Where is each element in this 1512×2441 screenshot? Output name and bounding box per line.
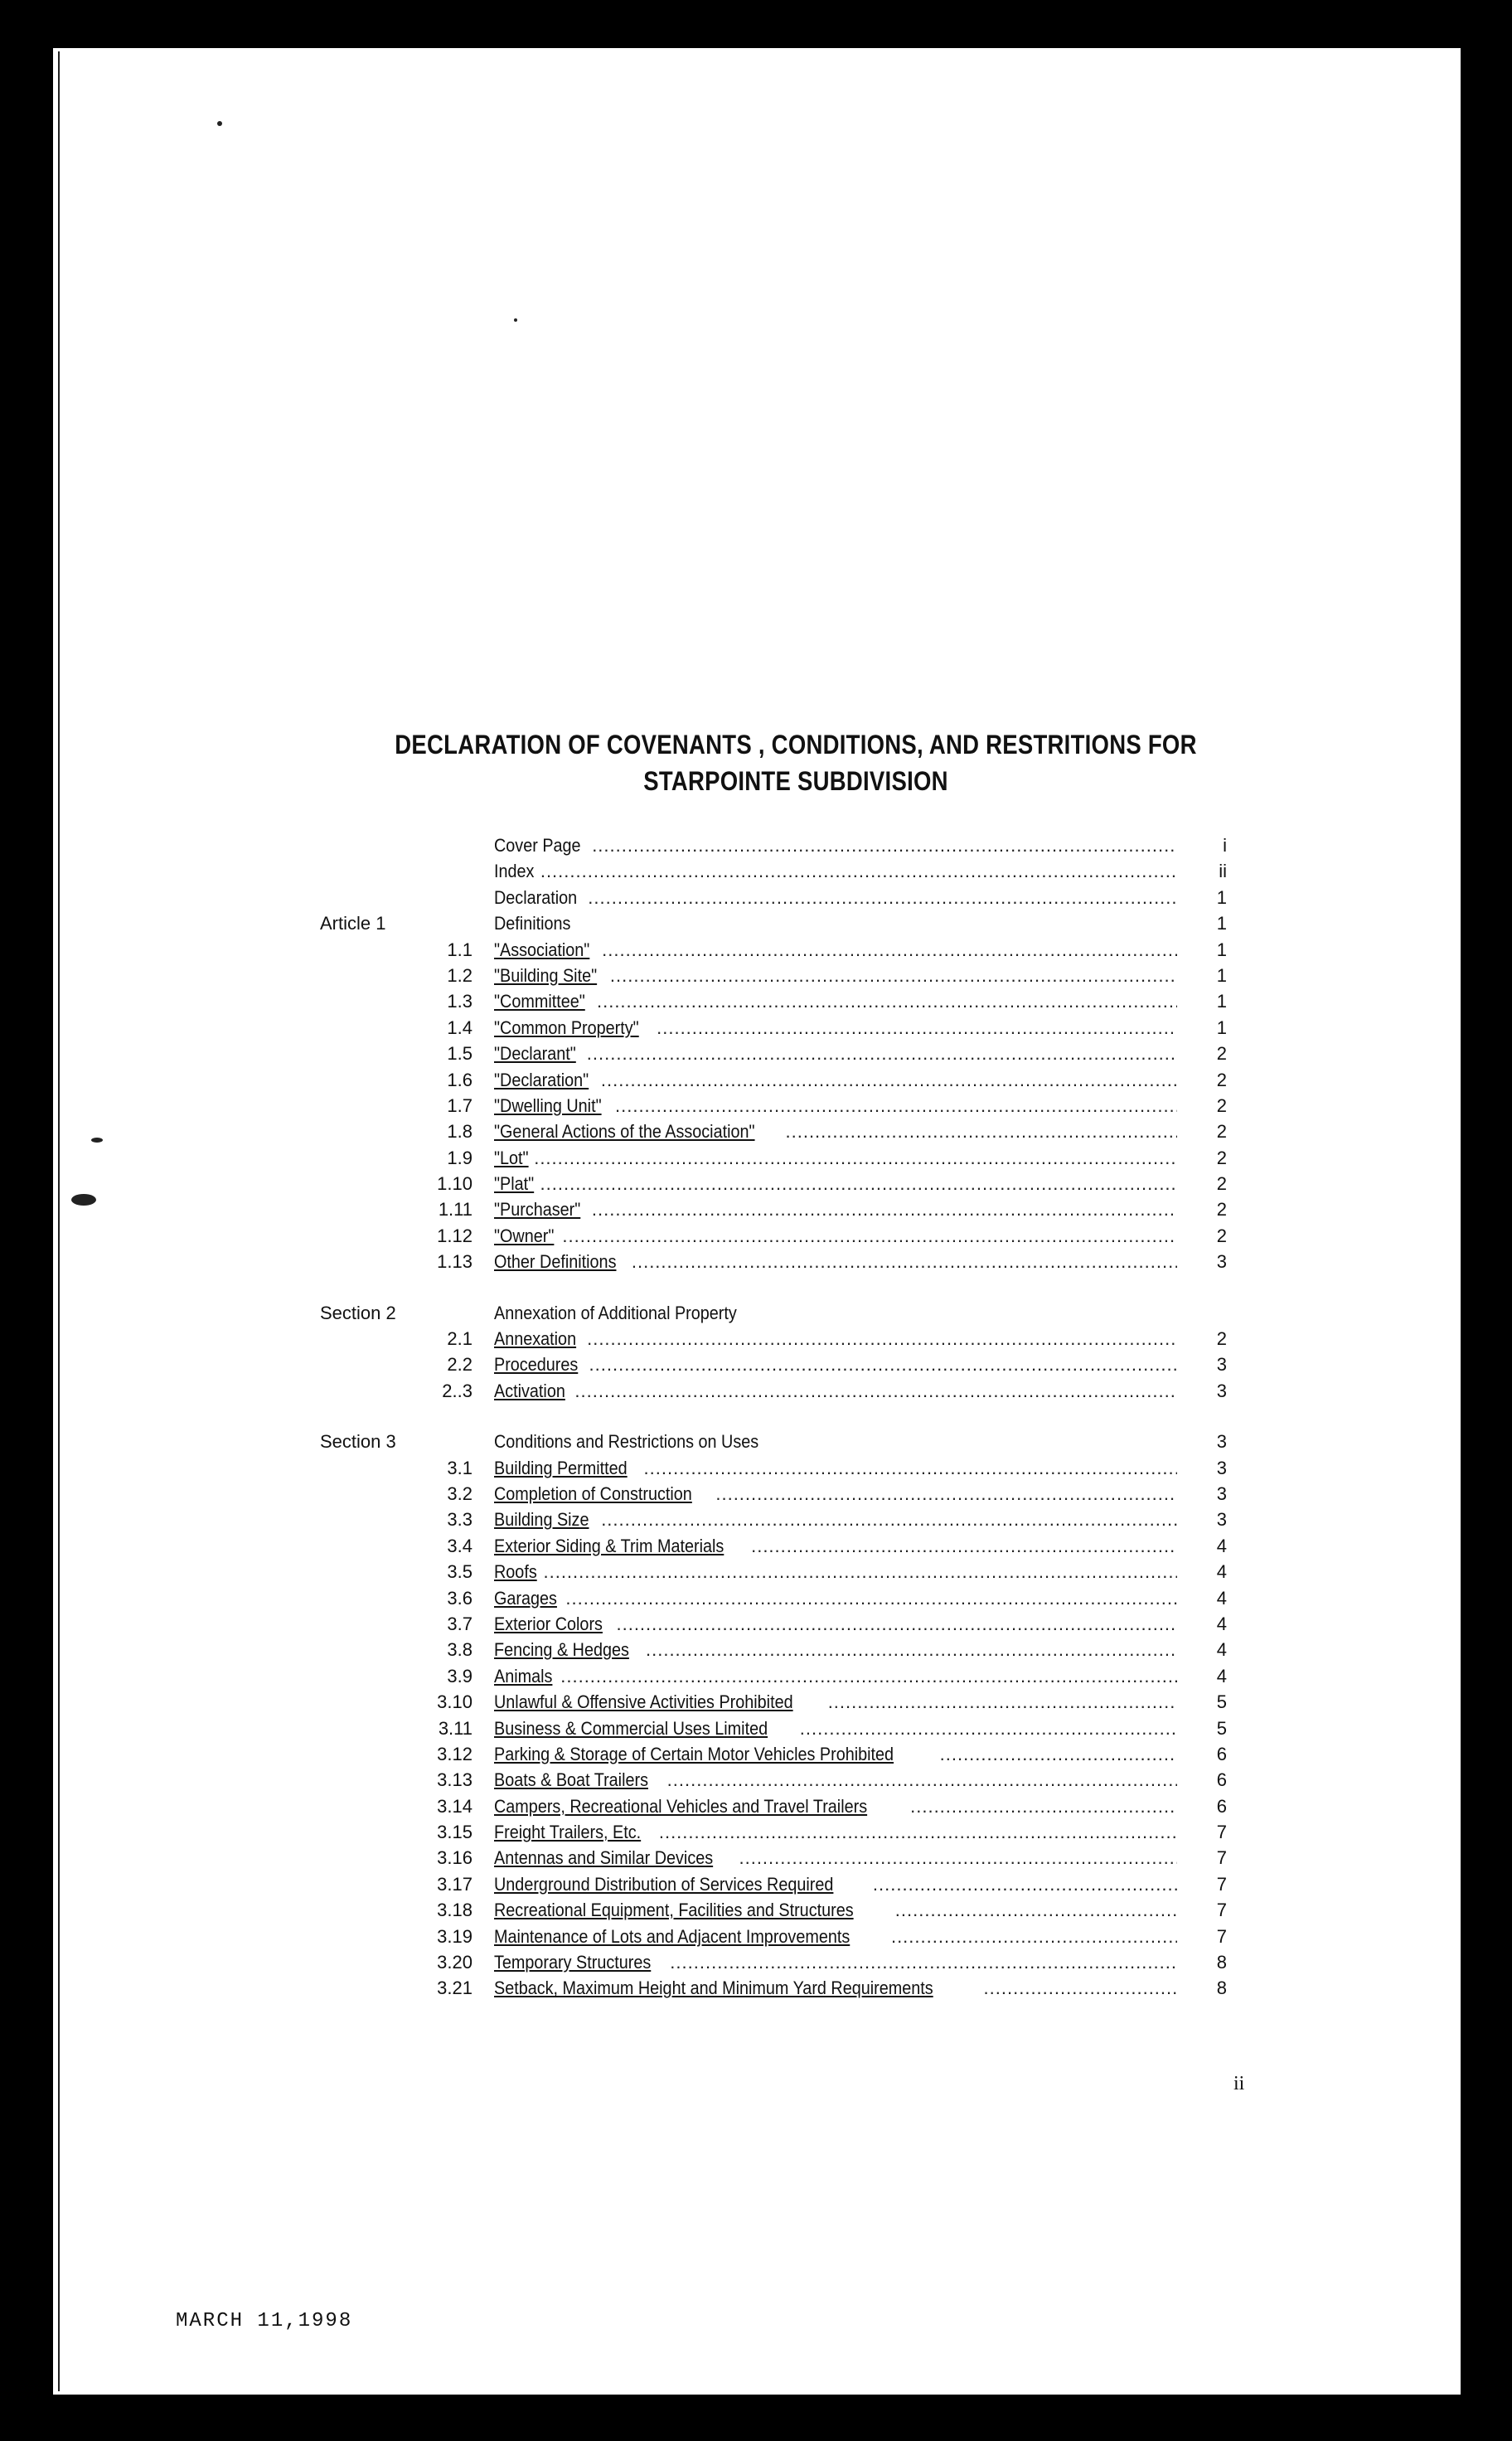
toc-article-1: [307, 910, 1260, 1274]
toc-entry-title-wrap: [494, 1715, 1177, 1741]
scan-speck: [91, 1138, 103, 1143]
toc-entry: [307, 1741, 1260, 1767]
scan-border-top: [0, 0, 1512, 48]
toc-entry-number: 3.4: [447, 1535, 472, 1556]
dot-leader: [616, 1611, 1177, 1637]
toc-entry: [307, 1559, 1260, 1584]
toc-entry: [307, 1196, 1260, 1222]
toc-entry-title-wrap: [494, 1429, 1177, 1454]
toc-entry-page: 2: [1216, 1121, 1227, 1143]
dot-leader: [659, 1819, 1177, 1845]
dot-leader: [543, 1559, 1177, 1584]
toc-entry-title: Fencing & Hedges: [494, 1639, 629, 1661]
toc-entry: [307, 1249, 1260, 1274]
toc-entry: [307, 1093, 1260, 1119]
toc-entry-title: Declaration: [494, 886, 578, 908]
dot-leader: [587, 1326, 1177, 1352]
toc-entry-title-wrap: [494, 1793, 1177, 1819]
toc-entry-title-wrap: [494, 1015, 1177, 1041]
toc-entry-page: 6: [1216, 1769, 1227, 1791]
toc-entry-page: 8: [1216, 1978, 1227, 1999]
toc-entry-number: 3.18: [437, 1900, 472, 1921]
toc-entry-page: 4: [1216, 1535, 1227, 1556]
toc-entry-page: 3: [1216, 1380, 1227, 1401]
dot-leader: [562, 1223, 1177, 1249]
toc-entry-page: 4: [1216, 1613, 1227, 1634]
toc-entry-number: 1.11: [438, 1199, 472, 1220]
toc-entry: [307, 1715, 1260, 1741]
toc-entry: [307, 1949, 1260, 1975]
toc-entry-page: 2: [1216, 1173, 1227, 1195]
toc-entry-title: Building Permitted: [494, 1457, 628, 1478]
toc-entry-number: 3.7: [447, 1613, 472, 1634]
toc-entry-title: "Purchaser": [494, 1199, 581, 1220]
toc-entry-page: 1: [1216, 1017, 1227, 1038]
toc-entry-title-wrap: [494, 1196, 1177, 1222]
toc-entry-title-wrap: [494, 1949, 1177, 1975]
toc-entry-number: 3.9: [447, 1665, 472, 1686]
toc-entry-page: ii: [1219, 861, 1227, 882]
toc-entry-number: 1.8: [447, 1121, 472, 1143]
toc-entry-number: 2.2: [447, 1354, 472, 1376]
toc-entry-page: 1: [1216, 991, 1227, 1012]
scan-border-right: [1461, 0, 1512, 2441]
toc-entry-title: Maintenance of Lots and Adjacent Improvements: [494, 1925, 850, 1947]
dot-leader: [895, 1897, 1177, 1923]
toc-entry-title: Procedures: [494, 1354, 579, 1376]
dot-leader: [602, 937, 1177, 963]
toc-entry-number: 3.15: [437, 1822, 472, 1843]
toc-entry-title: Definitions: [494, 913, 571, 934]
dot-leader: [873, 1871, 1177, 1897]
toc-entry-title: Antennas and Similar Devices: [494, 1847, 714, 1869]
toc-entry-title: "General Actions of the Association": [494, 1121, 755, 1143]
toc-entry-number: 3.16: [437, 1847, 472, 1869]
toc-entry-title-wrap: [494, 1481, 1177, 1507]
toc-entry-title: Exterior Siding & Trim Materials: [494, 1535, 724, 1556]
toc-entry-title-wrap: [494, 858, 1177, 884]
toc-entry-title-wrap: [494, 1455, 1177, 1481]
dot-leader: [891, 1924, 1177, 1949]
toc-entry: [307, 1429, 1260, 1454]
toc-entry-title: Campers, Recreational Vehicles and Travel Trailers: [494, 1795, 868, 1817]
dot-leader: [597, 988, 1177, 1014]
toc-entry-title-wrap: [494, 1741, 1177, 1767]
dot-leader: [751, 1533, 1177, 1559]
toc-entry-label: Section 2: [320, 1302, 396, 1323]
toc-entry: [307, 1663, 1260, 1689]
dot-leader: [534, 1145, 1177, 1171]
toc-entry-page: 2: [1216, 1147, 1227, 1168]
dot-leader: [646, 1637, 1177, 1662]
dot-leader: [644, 1455, 1177, 1481]
toc-entry-number: 1.2: [447, 964, 472, 986]
toc-entry-page: 4: [1216, 1587, 1227, 1609]
toc-entry-number: 3.21: [437, 1978, 472, 1999]
toc-entry: [307, 937, 1260, 963]
toc-entry-title: "Association": [494, 939, 590, 960]
toc-entry-number: 1.12: [437, 1225, 472, 1246]
toc-entry-title: Completion of Construction: [494, 1483, 692, 1504]
dot-leader: [587, 1041, 1177, 1066]
table-of-contents: [307, 832, 1260, 2002]
title-line-2: STARPOINTE SUBDIVISION: [643, 766, 948, 796]
toc-entry-number: 2.1: [447, 1328, 472, 1350]
toc-entry-title-wrap: [494, 937, 1177, 963]
toc-entry-title-wrap: [494, 1663, 1177, 1689]
toc-entry-page: 3: [1216, 1431, 1227, 1453]
toc-entry-title: Annexation: [494, 1328, 577, 1350]
dot-leader: [560, 1663, 1177, 1689]
toc-entry-page: 4: [1216, 1639, 1227, 1661]
toc-entry-number: 3.11: [438, 1717, 472, 1739]
scan-speck: [514, 318, 517, 322]
toc-entry-page: 7: [1216, 1847, 1227, 1869]
toc-entry: [307, 1300, 1260, 1326]
dot-leader: [588, 885, 1177, 910]
toc-entry: [307, 832, 1260, 858]
dot-leader: [574, 1378, 1177, 1404]
toc-entry: [307, 1378, 1260, 1404]
toc-entry-title: Setback, Maximum Height and Minimum Yard Requirements: [494, 1978, 933, 1999]
dot-leader: [910, 1793, 1177, 1819]
toc-entry-page: 3: [1216, 1354, 1227, 1376]
toc-entry-title: Index: [494, 861, 535, 882]
toc-entry-page: 2: [1216, 1199, 1227, 1220]
toc-front-matter: [307, 832, 1260, 910]
toc-entry-page: 6: [1216, 1743, 1227, 1764]
toc-entry-title: Parking & Storage of Certain Motor Vehicles Prohibited: [494, 1743, 894, 1764]
toc-entry-title-wrap: [494, 1249, 1177, 1274]
toc-entry-title: Freight Trailers, Etc.: [494, 1822, 642, 1843]
dot-leader: [715, 1481, 1177, 1507]
toc-entry-title-wrap: [494, 1067, 1177, 1093]
toc-entry-label: Article 1: [320, 913, 386, 934]
toc-entry-number: 3.13: [437, 1769, 472, 1791]
toc-entry: [307, 1689, 1260, 1715]
toc-entry-page: 4: [1216, 1665, 1227, 1686]
toc-entry-title-wrap: [494, 832, 1177, 858]
dot-leader: [786, 1119, 1178, 1144]
toc-entry-title: "Owner": [494, 1225, 555, 1246]
toc-entry: [307, 1119, 1260, 1144]
toc-entry-title: Recreational Equipment, Facilities and Structures: [494, 1900, 854, 1921]
toc-entry-title: Cover Page: [494, 835, 581, 856]
toc-entry-number: 1.9: [447, 1147, 472, 1168]
toc-entry-number: 1.4: [447, 1017, 472, 1038]
toc-entry-number: 1.3: [447, 991, 472, 1012]
dot-leader: [565, 1585, 1177, 1611]
toc-entry-title-wrap: [494, 1559, 1177, 1584]
toc-entry: [307, 1897, 1260, 1923]
toc-entry: [307, 1819, 1260, 1845]
toc-entry-title: Building Size: [494, 1509, 589, 1531]
toc-entry-page: 7: [1216, 1900, 1227, 1921]
toc-entry-title-wrap: [494, 1223, 1177, 1249]
toc-entry: [307, 963, 1260, 988]
toc-entry: [307, 1145, 1260, 1171]
toc-entry-title-wrap: [494, 1637, 1177, 1662]
toc-entry-title-wrap: [494, 988, 1177, 1014]
toc-entry-number: 1.7: [447, 1094, 472, 1116]
toc-entry-number: 3.1: [447, 1457, 472, 1478]
toc-entry-number: 3.17: [437, 1873, 472, 1895]
toc-entry: [307, 1611, 1260, 1637]
toc-entry-title: "Building Site": [494, 964, 598, 986]
toc-entry: [307, 1067, 1260, 1093]
toc-entry-title: Unlawful & Offensive Activities Prohibited: [494, 1691, 793, 1713]
toc-entry-page: 2: [1216, 1043, 1227, 1065]
toc-entry-page: 1: [1216, 964, 1227, 986]
toc-entry: [307, 1455, 1260, 1481]
toc-entry-page: 5: [1216, 1717, 1227, 1739]
toc-entry-page: 7: [1216, 1873, 1227, 1895]
toc-entry-number: 3.14: [437, 1795, 472, 1817]
toc-entry-title-wrap: [494, 1300, 1177, 1326]
toc-entry-title-wrap: [494, 1378, 1177, 1404]
toc-entry-label: Section 3: [320, 1431, 396, 1453]
toc-entry-title-wrap: [494, 1171, 1177, 1196]
document-title: [325, 726, 1266, 799]
toc-entry-title: "Declaration": [494, 1069, 589, 1090]
toc-entry-page: 3: [1216, 1483, 1227, 1504]
dot-leader: [667, 1767, 1177, 1793]
toc-entry-title-wrap: [494, 1845, 1177, 1871]
toc-entry-title: "Committee": [494, 991, 585, 1012]
toc-entry-page: 3: [1216, 1251, 1227, 1273]
toc-entry: [307, 1793, 1260, 1819]
page-number: ii: [1233, 2073, 1245, 2094]
dot-leader: [540, 858, 1177, 884]
toc-entry-page: 2: [1216, 1069, 1227, 1090]
toc-entry-title: Business & Commercial Uses Limited: [494, 1717, 768, 1739]
toc-entry: [307, 858, 1260, 884]
toc-entry-title-wrap: [494, 1145, 1177, 1171]
toc-entry-number: 1.5: [447, 1043, 472, 1065]
toc-entry-title: Roofs: [494, 1561, 537, 1583]
toc-entry-title: Conditions and Restrictions on Uses: [494, 1431, 759, 1453]
toc-entry-number: 1.13: [437, 1251, 472, 1273]
toc-entry-title-wrap: [494, 885, 1177, 910]
scan-speck: [71, 1194, 96, 1206]
toc-entry-title: Boats & Boat Trailers: [494, 1769, 648, 1791]
toc-entry-page: 1: [1216, 913, 1227, 934]
dot-leader: [739, 1845, 1177, 1871]
toc-entry-title-wrap: [494, 1119, 1177, 1144]
scan-speck: [217, 121, 222, 126]
dot-leader: [940, 1741, 1177, 1767]
toc-entry-title: "Plat": [494, 1173, 535, 1195]
toc-entry-title-wrap: [494, 1041, 1177, 1066]
dot-leader: [800, 1715, 1177, 1741]
toc-entry-title-wrap: [494, 1585, 1177, 1611]
toc-entry-page: 2: [1216, 1094, 1227, 1116]
toc-section-3: [307, 1429, 1260, 2002]
toc-entry-page: 8: [1216, 1952, 1227, 1973]
toc-entry: [307, 1767, 1260, 1793]
toc-entry: [307, 1041, 1260, 1066]
toc-entry-title-wrap: [494, 1767, 1177, 1793]
toc-entry: [307, 910, 1260, 936]
toc-entry-page: i: [1223, 835, 1227, 856]
toc-entry-number: 2..3: [442, 1380, 472, 1401]
toc-entry-title: Garages: [494, 1587, 557, 1609]
toc-entry: [307, 1481, 1260, 1507]
toc-entry: [307, 1871, 1260, 1897]
toc-entry-title: "Dwelling Unit": [494, 1094, 602, 1116]
toc-entry-title: "Lot": [494, 1147, 529, 1168]
toc-entry-title: Annexation of Additional Property: [494, 1302, 737, 1323]
toc-entry-title-wrap: [494, 1093, 1177, 1119]
toc-entry: [307, 1507, 1260, 1532]
toc-entry-title: Activation: [494, 1380, 565, 1401]
title-line-1: DECLARATION OF COVENANTS , CONDITIONS, AND RESTRITIONS FOR: [395, 730, 1197, 759]
toc-entry-number: 3.5: [447, 1561, 472, 1583]
toc-entry-number: 3.20: [437, 1952, 472, 1973]
toc-entry-title-wrap: [494, 1924, 1177, 1949]
dot-leader: [828, 1689, 1177, 1715]
dot-leader: [632, 1249, 1177, 1274]
toc-entry-number: 1.6: [447, 1069, 472, 1090]
toc-entry-page: 2: [1216, 1328, 1227, 1350]
toc-entry: [307, 1015, 1260, 1041]
toc-entry: [307, 1533, 1260, 1559]
dot-leader: [589, 1352, 1177, 1377]
toc-entry-number: 3.12: [437, 1743, 472, 1764]
toc-entry-page: 5: [1216, 1691, 1227, 1713]
toc-entry-page: 6: [1216, 1795, 1227, 1817]
toc-entry-title: Temporary Structures: [494, 1952, 652, 1973]
toc-entry-title: "Common Property": [494, 1017, 639, 1038]
toc-entry-title-wrap: [494, 963, 1177, 988]
toc-entry-number: 3.10: [437, 1691, 472, 1713]
scan-border-left: [0, 0, 53, 2441]
dot-leader: [601, 1067, 1177, 1093]
toc-entry-title-wrap: [494, 1533, 1177, 1559]
toc-entry-page: 1: [1216, 939, 1227, 960]
toc-entry: [307, 1352, 1260, 1377]
toc-entry-page: 3: [1216, 1457, 1227, 1478]
toc-entry-title: Other Definitions: [494, 1251, 617, 1273]
toc-entry-title: "Declarant": [494, 1043, 576, 1065]
toc-section-2: [307, 1300, 1260, 1405]
toc-entry-number: 3.19: [437, 1925, 472, 1947]
toc-entry-page: 3: [1216, 1509, 1227, 1531]
dot-leader: [592, 832, 1177, 858]
dot-leader: [984, 1975, 1177, 2001]
toc-entry-number: 3.2: [447, 1483, 472, 1504]
toc-entry-title-wrap: [494, 1326, 1177, 1352]
toc-entry-number: 1.10: [437, 1173, 472, 1195]
date-stamp: MARCH 11,1998: [176, 2310, 353, 2332]
toc-entry-number: 3.3: [447, 1509, 472, 1531]
toc-entry: [307, 988, 1260, 1014]
toc-entry: [307, 1637, 1260, 1662]
toc-entry-page: 2: [1216, 1225, 1227, 1246]
toc-entry: [307, 1924, 1260, 1949]
toc-entry: [307, 1845, 1260, 1871]
toc-entry-page: 4: [1216, 1561, 1227, 1583]
toc-entry-page: 1: [1216, 886, 1227, 908]
toc-entry-number: 3.6: [447, 1587, 472, 1609]
toc-entry: [307, 1975, 1260, 2001]
toc-entry-title-wrap: [494, 1871, 1177, 1897]
toc-entry-title: Underground Distribution of Services Required: [494, 1873, 834, 1895]
dot-leader: [657, 1015, 1177, 1041]
toc-entry-page: 7: [1216, 1822, 1227, 1843]
toc-entry: [307, 1223, 1260, 1249]
toc-entry-title: Exterior Colors: [494, 1613, 603, 1634]
toc-entry-title-wrap: [494, 1975, 1177, 2001]
toc-entry-title-wrap: [494, 1352, 1177, 1377]
toc-entry-number: 3.8: [447, 1639, 472, 1661]
toc-entry-title-wrap: [494, 1897, 1177, 1923]
dot-leader: [615, 1093, 1177, 1119]
toc-entry-number: 1.1: [447, 939, 472, 960]
toc-entry-title-wrap: [494, 1819, 1177, 1845]
toc-entry-page: 7: [1216, 1925, 1227, 1947]
dot-leader: [610, 963, 1177, 988]
toc-entry-title-wrap: [494, 1689, 1177, 1715]
toc-entry-title-wrap: [494, 910, 1177, 936]
dot-leader: [601, 1507, 1177, 1532]
dot-leader: [670, 1949, 1177, 1975]
toc-entry: [307, 1326, 1260, 1352]
toc-entry-title-wrap: [494, 1507, 1177, 1532]
toc-entry-title-wrap: [494, 1611, 1177, 1637]
toc-entry: [307, 1171, 1260, 1196]
dot-leader: [540, 1171, 1177, 1196]
scan-border-bottom: [0, 2395, 1512, 2441]
toc-entry-title: Animals: [494, 1665, 553, 1686]
dot-leader: [592, 1196, 1177, 1222]
toc-entry: [307, 1585, 1260, 1611]
toc-entry: [307, 885, 1260, 910]
